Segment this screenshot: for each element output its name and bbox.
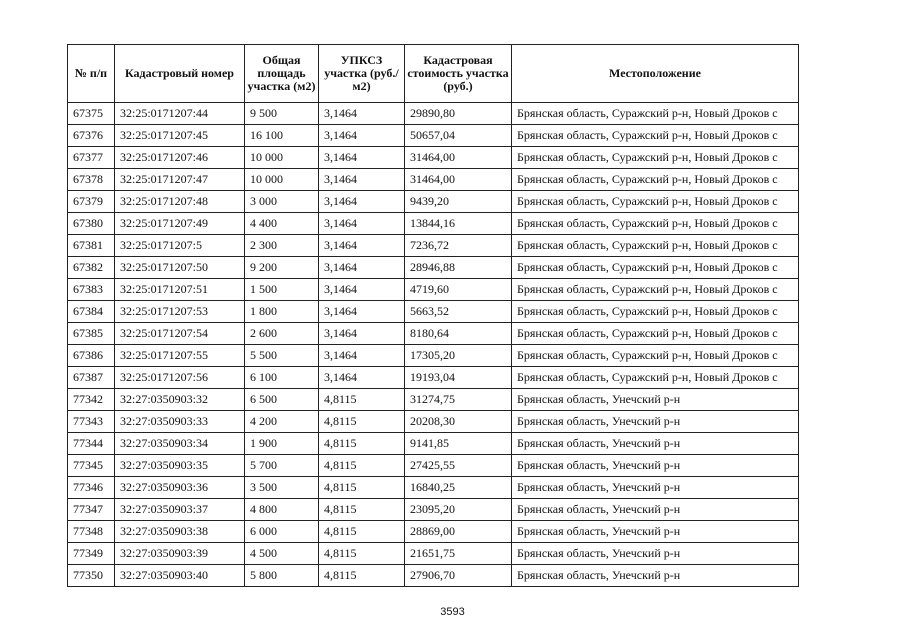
cell-area: 2 300: [245, 235, 319, 257]
cell-cadastral-id: 32:27:0350903:34: [115, 433, 245, 455]
table-row: [68, 257, 799, 279]
header-upksz: УПКСЗ участка (руб./м2): [319, 45, 405, 103]
cell-location: Брянская область, Унечский р-н: [512, 411, 799, 433]
header-number: № п/п: [68, 45, 115, 103]
cell-cadastral-value: 13844,16: [405, 213, 512, 235]
cell-cadastral-id: 32:25:0171207:44: [115, 103, 245, 125]
cell-location: Брянская область, Суражский р-н, Новый Дроков с: [512, 301, 799, 323]
cell-cadastral-value: 5663,52: [405, 301, 512, 323]
cadastral-table: [67, 44, 799, 587]
cell-number: 67381: [68, 235, 115, 257]
cell-area: 4 400: [245, 213, 319, 235]
cell-cadastral-id: 32:25:0171207:50: [115, 257, 245, 279]
cell-area: 5 700: [245, 455, 319, 477]
cell-cadastral-value: 17305,20: [405, 345, 512, 367]
cell-number: 67377: [68, 147, 115, 169]
table-row: [68, 411, 799, 433]
cell-number: 67375: [68, 103, 115, 125]
cell-number: 77350: [68, 565, 115, 587]
header-cadastral-id: Кадастровый номер: [115, 45, 245, 103]
cell-area: 6 100: [245, 367, 319, 389]
cell-cadastral-value: 31464,00: [405, 147, 512, 169]
cell-number: 77349: [68, 543, 115, 565]
cell-number: 77343: [68, 411, 115, 433]
cell-cadastral-id: 32:25:0171207:56: [115, 367, 245, 389]
table-row: [68, 543, 799, 565]
cell-upksz: 3,1464: [319, 279, 405, 301]
cell-upksz: 4,8115: [319, 389, 405, 411]
cell-location: Брянская область, Суражский р-н, Новый Дроков с: [512, 125, 799, 147]
cell-cadastral-id: 32:25:0171207:46: [115, 147, 245, 169]
cell-location: Брянская область, Унечский р-н: [512, 455, 799, 477]
cell-cadastral-id: 32:27:0350903:32: [115, 389, 245, 411]
cell-area: 10 000: [245, 169, 319, 191]
cell-cadastral-value: 31274,75: [405, 389, 512, 411]
table-row: [68, 125, 799, 147]
cell-upksz: 4,8115: [319, 543, 405, 565]
cell-upksz: 4,8115: [319, 565, 405, 587]
cell-area: 4 200: [245, 411, 319, 433]
cell-location: Брянская область, Суражский р-н, Новый Дроков с: [512, 323, 799, 345]
cell-location: Брянская область, Унечский р-н: [512, 477, 799, 499]
cell-number: 67376: [68, 125, 115, 147]
cell-location: Брянская область, Унечский р-н: [512, 433, 799, 455]
cell-cadastral-value: 21651,75: [405, 543, 512, 565]
table-row: [68, 147, 799, 169]
cell-cadastral-id: 32:25:0171207:54: [115, 323, 245, 345]
cell-number: 67382: [68, 257, 115, 279]
header-row: [68, 45, 799, 103]
cell-area: 6 000: [245, 521, 319, 543]
cell-cadastral-id: 32:27:0350903:39: [115, 543, 245, 565]
cell-area: 4 800: [245, 499, 319, 521]
cell-cadastral-value: 7236,72: [405, 235, 512, 257]
cell-area: 10 000: [245, 147, 319, 169]
cell-upksz: 3,1464: [319, 301, 405, 323]
cell-location: Брянская область, Унечский р-н: [512, 565, 799, 587]
cell-cadastral-id: 32:27:0350903:38: [115, 521, 245, 543]
table-row: [68, 235, 799, 257]
cell-cadastral-id: 32:25:0171207:5: [115, 235, 245, 257]
cell-number: 67383: [68, 279, 115, 301]
cell-area: 3 000: [245, 191, 319, 213]
table-body: [68, 103, 799, 587]
cell-location: Брянская область, Унечский р-н: [512, 521, 799, 543]
cell-upksz: 3,1464: [319, 345, 405, 367]
cell-area: 3 500: [245, 477, 319, 499]
cell-upksz: 4,8115: [319, 411, 405, 433]
cell-number: 67386: [68, 345, 115, 367]
cell-location: Брянская область, Суражский р-н, Новый Дроков с: [512, 279, 799, 301]
cell-cadastral-value: 19193,04: [405, 367, 512, 389]
cell-number: 67387: [68, 367, 115, 389]
cell-location: Брянская область, Суражский р-н, Новый Дроков с: [512, 257, 799, 279]
cell-upksz: 4,8115: [319, 521, 405, 543]
cell-number: 77347: [68, 499, 115, 521]
table-row: [68, 323, 799, 345]
header-cadastral-value: Кадастровая стоимость участка (руб.): [405, 45, 512, 103]
cell-location: Брянская область, Суражский р-н, Новый Дроков с: [512, 367, 799, 389]
cell-upksz: 3,1464: [319, 125, 405, 147]
cell-number: 77346: [68, 477, 115, 499]
header-area: Общая площадь участка (м2): [245, 45, 319, 103]
cell-number: 67385: [68, 323, 115, 345]
header-location: Местоположение: [512, 45, 799, 103]
cell-area: 5 800: [245, 565, 319, 587]
table-row: [68, 103, 799, 125]
table-row: [68, 433, 799, 455]
table-row: [68, 477, 799, 499]
cell-location: Брянская область, Суражский р-н, Новый Дроков с: [512, 169, 799, 191]
cell-upksz: 4,8115: [319, 477, 405, 499]
cell-cadastral-value: 31464,00: [405, 169, 512, 191]
cell-upksz: 3,1464: [319, 213, 405, 235]
cell-cadastral-value: 4719,60: [405, 279, 512, 301]
cell-number: 67378: [68, 169, 115, 191]
cell-cadastral-value: 8180,64: [405, 323, 512, 345]
cell-cadastral-value: 23095,20: [405, 499, 512, 521]
table-row: [68, 279, 799, 301]
cell-cadastral-value: 28946,88: [405, 257, 512, 279]
cell-upksz: 3,1464: [319, 103, 405, 125]
cell-upksz: 3,1464: [319, 191, 405, 213]
cell-cadastral-id: 32:27:0350903:40: [115, 565, 245, 587]
cell-location: Брянская область, Унечский р-н: [512, 543, 799, 565]
cell-cadastral-id: 32:25:0171207:53: [115, 301, 245, 323]
cell-upksz: 4,8115: [319, 433, 405, 455]
cell-cadastral-value: 28869,00: [405, 521, 512, 543]
table-row: [68, 301, 799, 323]
table-row: [68, 367, 799, 389]
cell-area: 2 600: [245, 323, 319, 345]
table-row: [68, 191, 799, 213]
cell-area: 6 500: [245, 389, 319, 411]
cell-cadastral-id: 32:27:0350903:35: [115, 455, 245, 477]
cell-cadastral-value: 27425,55: [405, 455, 512, 477]
cell-cadastral-id: 32:25:0171207:48: [115, 191, 245, 213]
table-row: [68, 499, 799, 521]
cell-area: 1 800: [245, 301, 319, 323]
table-row: [68, 169, 799, 191]
cell-location: Брянская область, Суражский р-н, Новый Дроков с: [512, 213, 799, 235]
page-number: 3593: [440, 606, 465, 618]
cell-cadastral-id: 32:25:0171207:45: [115, 125, 245, 147]
cell-cadastral-id: 32:25:0171207:51: [115, 279, 245, 301]
cell-upksz: 3,1464: [319, 169, 405, 191]
cell-location: Брянская область, Суражский р-н, Новый Дроков с: [512, 345, 799, 367]
cell-number: 77342: [68, 389, 115, 411]
cell-location: Брянская область, Суражский р-н, Новый Дроков с: [512, 191, 799, 213]
table-row: [68, 345, 799, 367]
cell-area: 1 900: [245, 433, 319, 455]
cell-cadastral-id: 32:25:0171207:55: [115, 345, 245, 367]
cell-area: 1 500: [245, 279, 319, 301]
cell-area: 9 500: [245, 103, 319, 125]
cell-upksz: 3,1464: [319, 367, 405, 389]
cell-number: 77345: [68, 455, 115, 477]
cell-cadastral-value: 29890,80: [405, 103, 512, 125]
cell-location: Брянская область, Суражский р-н, Новый Дроков с: [512, 235, 799, 257]
cell-upksz: 3,1464: [319, 235, 405, 257]
cell-cadastral-id: 32:27:0350903:33: [115, 411, 245, 433]
cell-cadastral-id: 32:25:0171207:47: [115, 169, 245, 191]
cell-cadastral-value: 27906,70: [405, 565, 512, 587]
cell-number: 77348: [68, 521, 115, 543]
cell-area: 16 100: [245, 125, 319, 147]
cell-upksz: 3,1464: [319, 323, 405, 345]
cell-cadastral-value: 50657,04: [405, 125, 512, 147]
cell-cadastral-value: 9141,85: [405, 433, 512, 455]
table-row: [68, 213, 799, 235]
cell-upksz: 4,8115: [319, 455, 405, 477]
cell-cadastral-value: 20208,30: [405, 411, 512, 433]
cell-number: 67380: [68, 213, 115, 235]
table-row: [68, 565, 799, 587]
cell-cadastral-value: 16840,25: [405, 477, 512, 499]
cell-location: Брянская область, Суражский р-н, Новый Дроков с: [512, 147, 799, 169]
table-header: [68, 45, 799, 103]
cell-number: 67379: [68, 191, 115, 213]
table-row: [68, 455, 799, 477]
cell-location: Брянская область, Унечский р-н: [512, 499, 799, 521]
table-row: [68, 521, 799, 543]
cell-upksz: 4,8115: [319, 499, 405, 521]
cell-area: 9 200: [245, 257, 319, 279]
cell-cadastral-value: 9439,20: [405, 191, 512, 213]
cell-upksz: 3,1464: [319, 147, 405, 169]
cell-cadastral-id: 32:27:0350903:36: [115, 477, 245, 499]
cell-number: 67384: [68, 301, 115, 323]
cell-area: 4 500: [245, 543, 319, 565]
cell-upksz: 3,1464: [319, 257, 405, 279]
cell-cadastral-id: 32:25:0171207:49: [115, 213, 245, 235]
cell-location: Брянская область, Унечский р-н: [512, 389, 799, 411]
cell-area: 5 500: [245, 345, 319, 367]
cell-location: Брянская область, Суражский р-н, Новый Дроков с: [512, 103, 799, 125]
table-row: [68, 389, 799, 411]
cell-cadastral-id: 32:27:0350903:37: [115, 499, 245, 521]
cell-number: 77344: [68, 433, 115, 455]
